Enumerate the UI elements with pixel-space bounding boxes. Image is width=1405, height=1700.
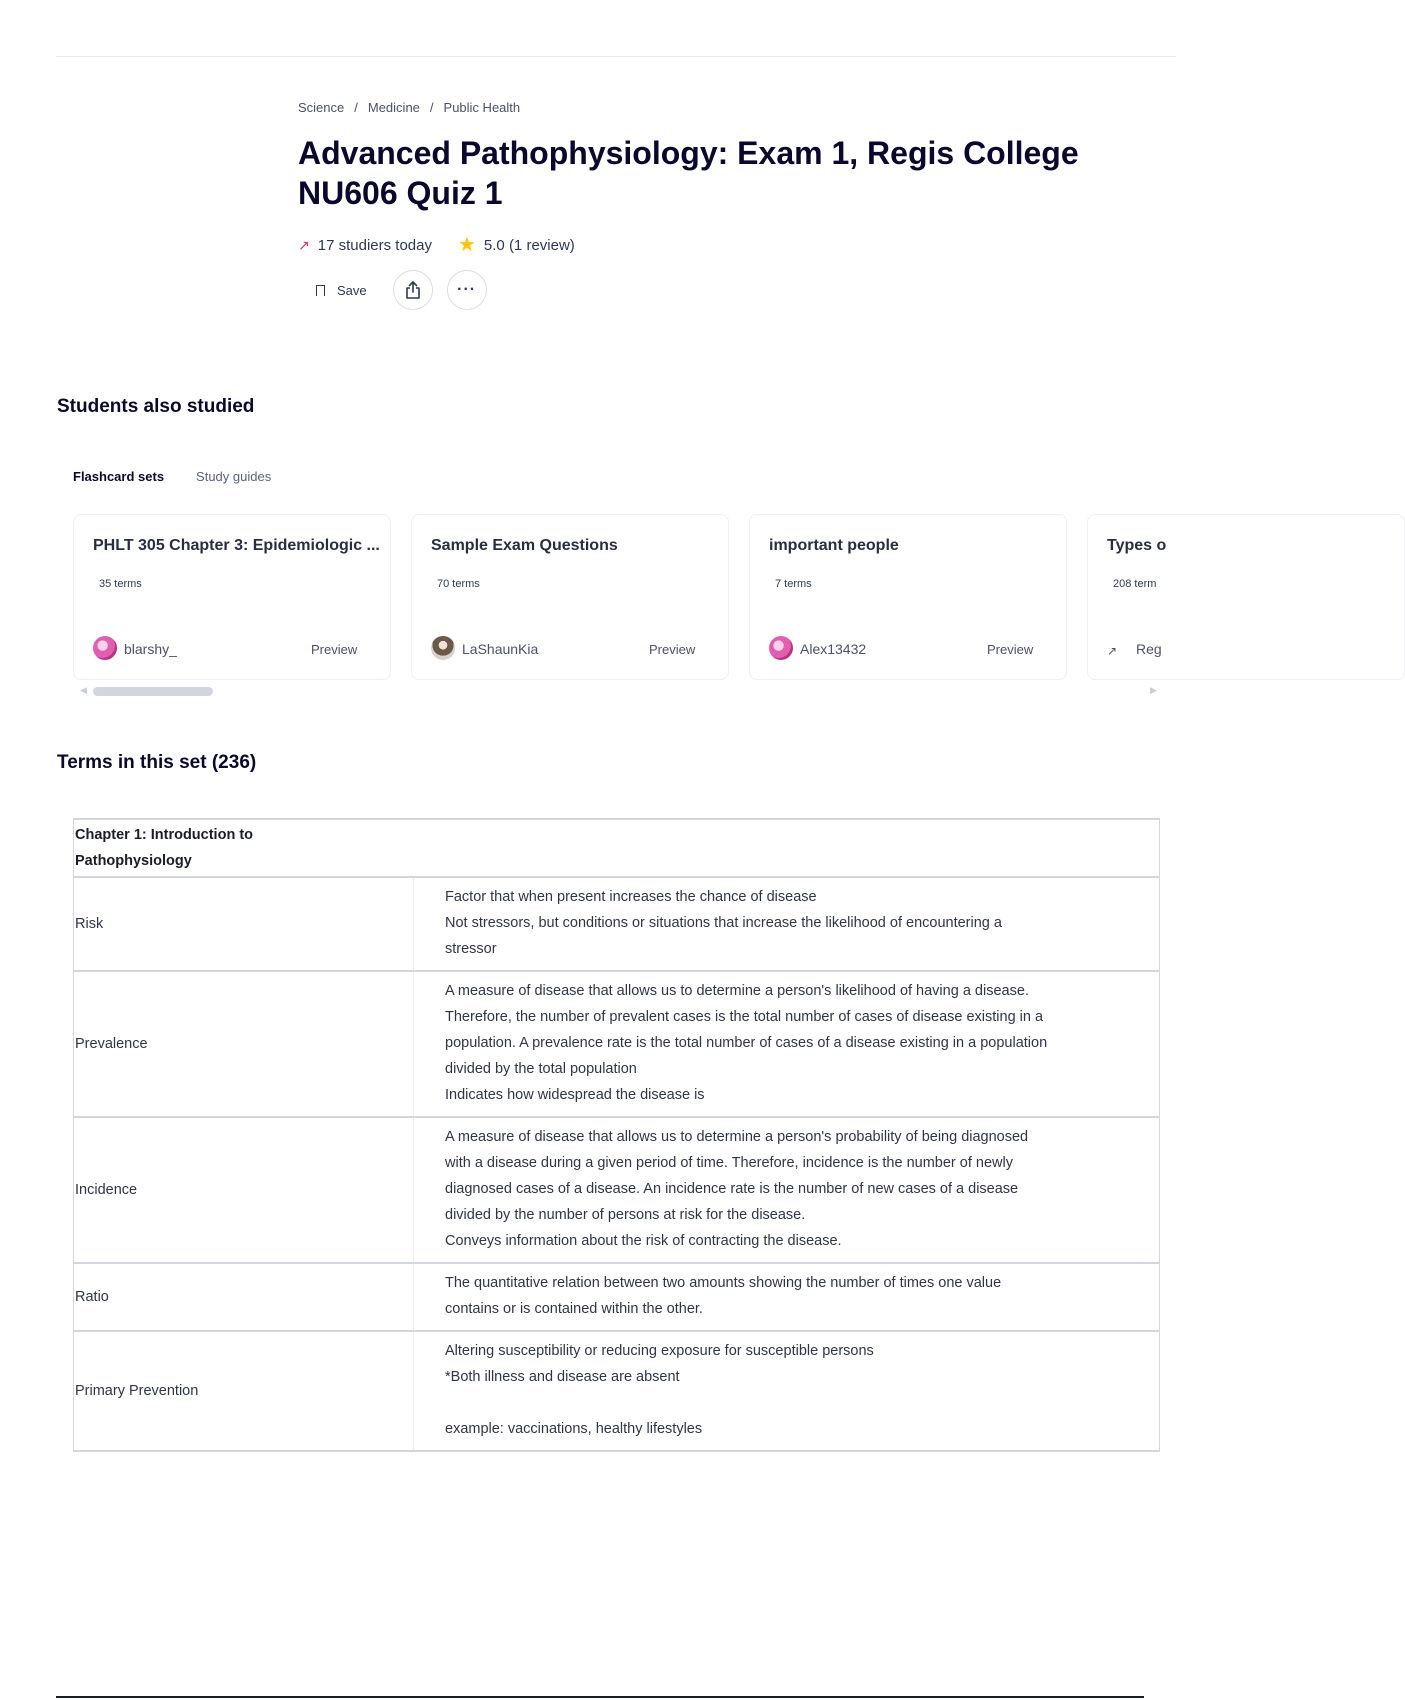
card-term-count: 208 term [1113,578,1157,590]
rating-text[interactable]: 5.0 (1 review) [483,237,575,254]
set-actions [298,270,1178,310]
definition-line: Indicates how widespread the disease is [445,1087,705,1103]
definition-cell [414,1117,1160,1263]
card-username[interactable]: Reg [1136,641,1162,657]
chapter-row [74,819,1160,877]
bottom-divider [56,1696,1144,1698]
save-label: Save [337,282,367,298]
card-term-count: 70 terms [437,578,480,590]
tab-flashcard-sets[interactable]: Flashcard sets [73,469,165,484]
carousel-scrollbar[interactable] [93,687,213,696]
breadcrumb [298,100,1178,115]
also-studied-carousel [73,514,1167,684]
scroll-left-icon[interactable]: ◀ [80,685,87,695]
chapter-label: Chapter 1: Introduction to Pathophysiology [75,827,254,869]
term-cell: Primary Prevention [74,1331,414,1451]
tab-study-guides[interactable]: Study guides [196,469,272,484]
definition-line: The quantitative relation between two amounts showing the number of times one value contains or is contained within the other. [445,1275,1006,1317]
definition-line: *Both illness and disease are absent [445,1369,680,1385]
definition-line: example: vaccinations, healthy lifestyles [445,1421,703,1437]
chapter-title [74,819,1160,877]
avatar [93,636,117,660]
table-row [74,1331,1160,1451]
term-cell: Incidence [74,1117,414,1263]
share-icon [405,281,421,299]
top-divider [56,56,1176,57]
page-title: Advanced Pathophysiology: Exam 1, Regis College NU606 Quiz 1 [298,135,1079,211]
preview-button[interactable]: Preview [987,642,1034,657]
card-title: Sample Exam Questions [431,537,618,554]
term-cell: Risk [74,877,414,971]
share-button[interactable] [393,270,433,310]
table-row [74,971,1160,1117]
set-card[interactable] [411,514,729,680]
breadcrumb-medicine[interactable]: Medicine [367,100,420,115]
breadcrumb-separator: / [354,100,358,115]
trending-icon: ↗ [298,237,310,253]
students-also-studied-heading: Students also studied [57,396,255,417]
breadcrumb-separator: / [429,100,434,115]
card-username[interactable]: LaShaunKia [462,641,539,657]
card-term-count: 35 terms [99,578,142,590]
preview-button[interactable]: Preview [311,642,358,657]
term-cell: Ratio [74,1263,414,1331]
definition-line: Factor that when present increases the chance of disease [445,889,817,905]
card-username[interactable]: Alex13432 [800,641,867,657]
definition-line [445,1390,1049,1416]
card-username[interactable]: blarshy_ [124,641,177,657]
set-card[interactable] [1087,514,1405,680]
set-header [298,100,1178,310]
star-icon: ★ [457,234,476,256]
breadcrumb-science[interactable]: Science [298,100,345,115]
set-card[interactable] [73,514,391,680]
table-row [74,1263,1160,1331]
set-stats [298,234,1178,256]
definition-cell [414,1263,1160,1331]
definition-line: Altering susceptibility or reducing exposure for susceptible persons [445,1343,874,1359]
bookmark-icon [316,285,325,296]
definition-cell [414,971,1160,1117]
avatar [769,636,793,660]
card-title: PHLT 305 Chapter 3: Epidemiologic ... [93,537,380,554]
breadcrumb-public-health[interactable]: Public Health [443,100,521,115]
terms-table [73,818,1160,1452]
definition-line: A measure of disease that allows us to determine a person's probability of being diagnosed with a disease during a given period of time. Therefore, incidence is the number of newly diagnosed cases of a disease. An incidence rate is the number of new cases of a disease divided by the number of persons at risk for the disease. [445,1129,1033,1223]
term-cell: Prevalence [74,971,414,1117]
definition-line: Conveys information about the risk of contracting the disease. [445,1233,842,1249]
scroll-right-icon[interactable]: ▶ [1150,685,1157,695]
set-card[interactable] [749,514,1067,680]
more-icon: ··· [457,281,477,298]
card-title: Types o [1107,537,1167,554]
also-studied-tabs [73,469,303,484]
card-term-count: 7 terms [775,578,812,590]
preview-button[interactable]: Preview [649,642,696,657]
table-row [74,877,1160,971]
table-row [74,1117,1160,1263]
save-button[interactable] [298,270,379,310]
definition-line: A measure of disease that allows us to determine a person's likelihood of having a disease. Therefore, the number of prevalent cases is the total number of cases of disease existing in a population. A prevalence rate is the total number of cases of a disease existing in a population divided by the total population [445,983,1052,1077]
studiers-count: 17 studiers today [317,237,432,254]
card-title: important people [769,537,899,554]
terms-heading: Terms in this set (236) [57,752,257,773]
definition-cell [414,1331,1160,1451]
trending-icon: ↗ [1107,644,1118,658]
avatar [431,636,455,660]
definition-cell [414,877,1160,971]
more-options-button[interactable] [447,270,487,310]
definition-line: Not stressors, but conditions or situations that increase the likelihood of encountering a stressor [445,915,1006,957]
